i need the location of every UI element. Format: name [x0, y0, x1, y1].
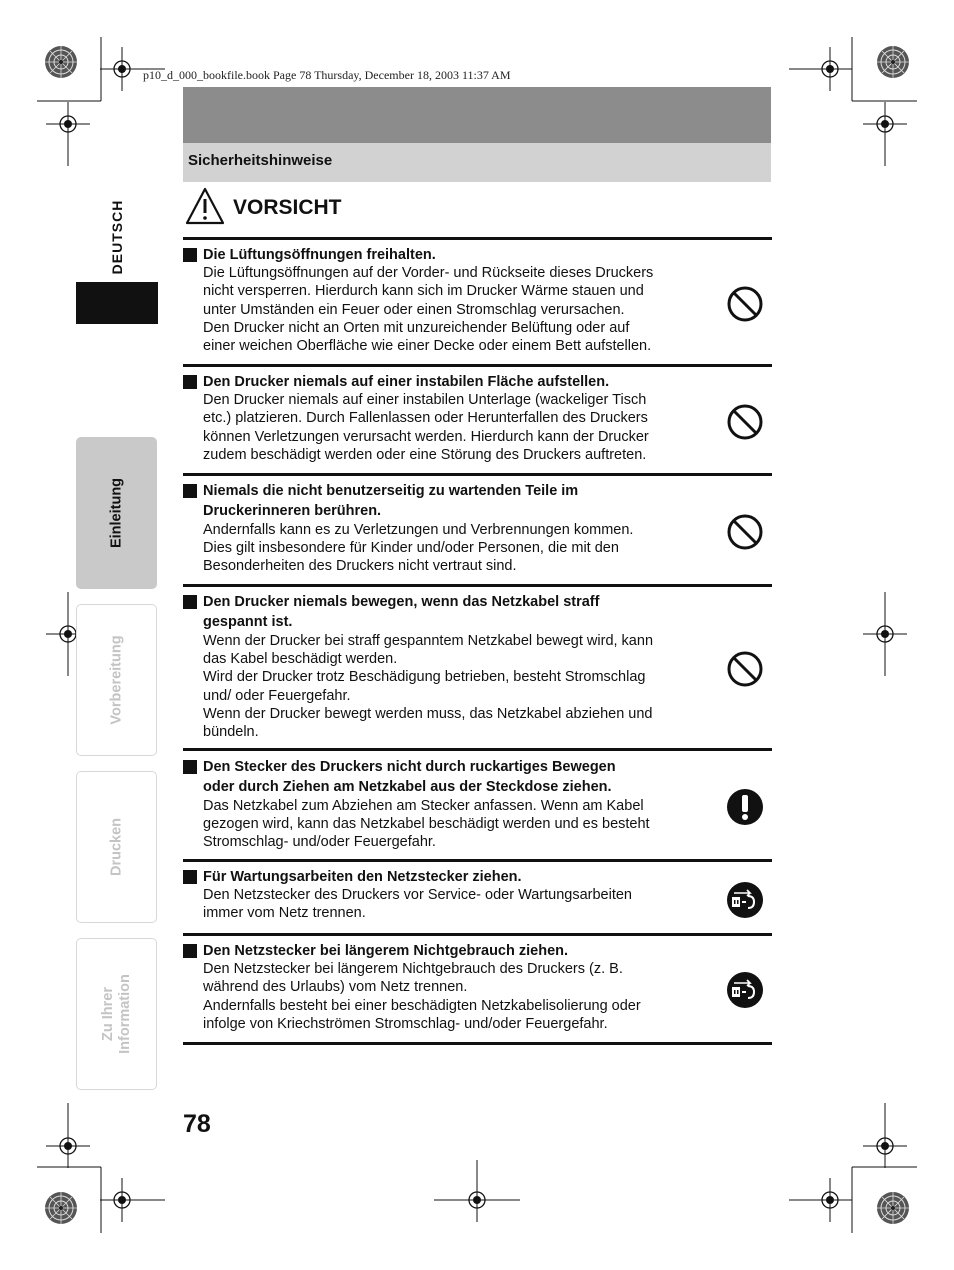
- tab-label: Einleitung: [108, 477, 124, 549]
- divider: [183, 859, 772, 862]
- tab-einleitung[interactable]: [76, 437, 157, 589]
- header-banner: [183, 87, 771, 143]
- divider: [183, 473, 772, 476]
- divider: [183, 1042, 772, 1045]
- bullet-square: [183, 760, 197, 774]
- caution-item: [183, 246, 693, 355]
- divider: [183, 364, 772, 367]
- tab-label: Zu Ihrer Information: [99, 974, 133, 1054]
- tab-label: Vorbereitung: [108, 635, 124, 725]
- page-number: 78: [183, 1110, 211, 1138]
- caution-item-title: Niemals die nicht benutzerseitig zu wartenden Teile im Druckerinneren berühren.: [203, 483, 579, 519]
- print-header: p10_d_000_bookfile.book Page 78 Thursday, December 18, 2003 11:37 AM: [143, 68, 511, 82]
- bullet-square: [183, 870, 197, 884]
- caution-item-text: Den Netzstecker bei längerem Nichtgebrauch des Druckers (z. B. während des Urlaubs) vom Netz trennen. Andernfalls besteht bei einer beschädigten Netzkabelisolierung oder infolge von Kriechströmen Stromschlag- und/oder Feuergefahr.: [203, 961, 641, 1032]
- tab-drucken[interactable]: [76, 771, 157, 923]
- prohibition-icon: [726, 403, 764, 441]
- exclamation-icon: [726, 788, 764, 826]
- bullet-square: [183, 944, 197, 958]
- unplug-icon: [726, 881, 764, 919]
- bullet-square: [183, 484, 197, 498]
- prohibition-icon: [726, 650, 764, 688]
- tab-zu-ihrer-information[interactable]: [76, 938, 157, 1090]
- language-marker: [76, 282, 158, 324]
- caution-item-text: Den Drucker niemals auf einer instabilen Unterlage (wackeliger Tisch etc.) platzieren. Durch Fallenlassen oder Herunterfallen des Druckers können Verletzungen verursacht werden. Hierdurch kann der Drucker zudem beschädigt werden oder eine Störung des Druckers auftreten.: [203, 392, 649, 463]
- divider: [183, 748, 772, 751]
- caution-item-title: Den Netzstecker bei längerem Nichtgebrauch ziehen.: [203, 943, 569, 959]
- caution-item: [183, 758, 693, 852]
- caution-item-text: Den Netzstecker des Druckers vor Service- oder Wartungsarbeiten immer vom Netz trennen.: [203, 887, 632, 922]
- tab-vorbereitung[interactable]: [76, 604, 157, 756]
- caution-item-text: Wenn der Drucker bei straff gespanntem Netzkabel bewegt wird, kann das Kabel beschädigt werden. Wird der Drucker trotz Beschädigung betrieben, besteht Stromschlag und/ oder Feuergefahr. Wenn der Drucker bewegt werden muss, das Netzkabel abziehen und bündeln.: [203, 633, 654, 741]
- section-title-bar: [183, 143, 771, 182]
- divider: [183, 933, 772, 936]
- language-label: DEUTSCH: [109, 199, 125, 275]
- caution-item-title: Den Stecker des Druckers nicht durch ruckartiges Bewegen oder durch Ziehen am Netzkabel aus der Steckdose ziehen.: [203, 759, 616, 795]
- caution-item-title: Die Lüftungsöffnungen freihalten.: [203, 247, 436, 263]
- caution-item-title: Den Drucker niemals auf einer instabilen Fläche aufstellen.: [203, 374, 610, 390]
- caution-item: [183, 373, 693, 464]
- caution-item-title: Den Drucker niemals bewegen, wenn das Netzkabel straff gespannt ist.: [203, 594, 600, 630]
- caution-item: [183, 593, 693, 741]
- warning-triangle-icon: [185, 187, 225, 227]
- caution-item: [183, 868, 693, 923]
- prohibition-icon: [726, 285, 764, 323]
- bullet-square: [183, 595, 197, 609]
- bullet-square: [183, 375, 197, 389]
- caution-item-text: Die Lüftungsöffnungen auf der Vorder- und Rückseite dieses Druckers nicht versperren. Hierdurch kann sich im Drucker Wärme stauen und unter Umständen ein Feuer oder einen Stromschlag verursachen. Den Drucker nicht an Orten mit unzureichender Belüftung oder auf einer weichen Oberfläche wie einer Decke oder einem Bett aufstellen.: [203, 265, 654, 355]
- bullet-square: [183, 248, 197, 262]
- divider: [183, 584, 772, 587]
- caution-item: [183, 482, 693, 576]
- section-title: Sicherheitshinweise: [188, 152, 333, 169]
- caution-item-text: Andernfalls kann es zu Verletzungen und Verbrennungen kommen. Dies gilt insbesondere für Kinder und/oder Personen, die mit den Besonderheiten des Druckers nicht vertraut sind.: [203, 522, 634, 575]
- tab-label: Drucken: [108, 817, 124, 877]
- caution-item-title: Für Wartungsarbeiten den Netzstecker ziehen.: [203, 869, 522, 885]
- divider: [183, 237, 772, 240]
- warning-label: VORSICHT: [233, 196, 342, 219]
- caution-item-text: Das Netzkabel zum Abziehen am Stecker anfassen. Wenn am Kabel gezogen wird, kann das Netzkabel beschädigt werden und es besteht Stromschlag- und/oder Feuergefahr.: [203, 798, 650, 851]
- caution-item: [183, 942, 693, 1033]
- unplug-icon: [726, 971, 764, 1009]
- prohibition-icon: [726, 513, 764, 551]
